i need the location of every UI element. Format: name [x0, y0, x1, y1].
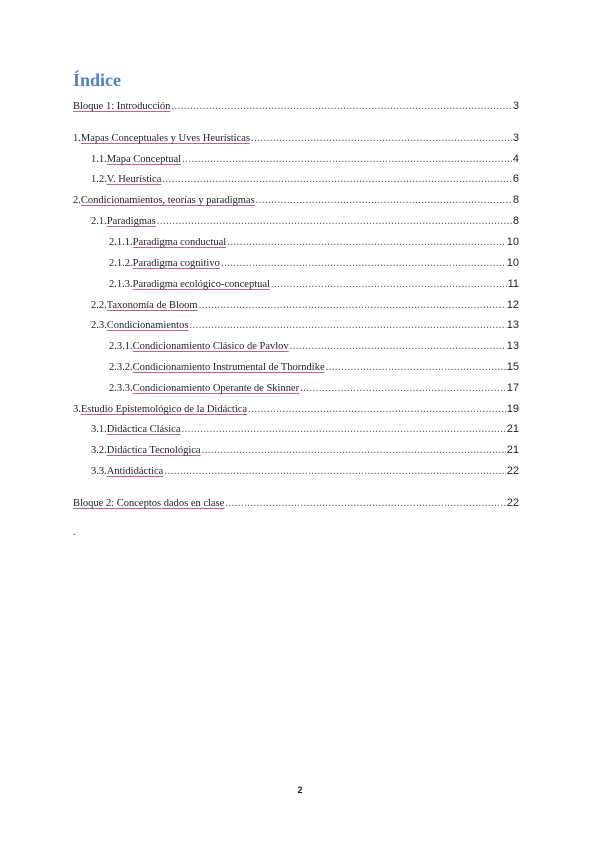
toc-entry-number: 2.: [73, 195, 81, 206]
toc-leader-dots: [164, 465, 505, 479]
toc-leader-dots: [248, 403, 506, 417]
toc-entry-number: 2.1.: [91, 216, 107, 227]
toc-entry-number: 1.2.: [91, 174, 107, 185]
toc-entry[interactable]: [73, 402, 519, 417]
toc-leader-dots: [225, 497, 505, 511]
toc-entry-page: 22: [506, 497, 519, 509]
toc-entry-page: 8: [512, 194, 519, 206]
toc-entry-number: 2.2.: [91, 300, 107, 311]
toc-entry-page: 10: [506, 257, 519, 269]
toc-entry-number: 3.2.: [91, 445, 107, 456]
toc-entry-number: 2.3.: [91, 320, 107, 331]
toc-entry[interactable]: [73, 131, 519, 146]
toc-entry[interactable]: [91, 443, 519, 458]
toc-entry-page: 6: [512, 173, 519, 185]
toc-entry[interactable]: [91, 318, 519, 333]
toc-entry-page: 4: [512, 153, 519, 165]
toc-leader-dots: [182, 153, 512, 167]
toc-leader-dots: [256, 194, 512, 208]
toc-leader-dots: [157, 215, 512, 229]
toc-entry[interactable]: [109, 381, 519, 396]
toc-entry[interactable]: [91, 298, 519, 313]
toc-leader-dots: [171, 100, 511, 114]
toc-entry-label: Didáctica Clásica: [106, 424, 181, 435]
toc-leader-dots: [202, 444, 506, 458]
toc-entry-label: Condicionamiento Instrumental de Thorndike: [132, 362, 325, 373]
toc-entry-number: 2.3.1.: [109, 341, 133, 352]
toc-entry-label: Estudio Epistemológico de la Didáctica: [80, 404, 248, 415]
toc-entry-label: Paradigmas: [106, 216, 156, 227]
toc-entry-label: V. Heurística: [106, 174, 162, 185]
toc-entry-label: Paradigma ecológico-conceptual: [132, 279, 270, 290]
toc-entry-page: 11: [507, 278, 519, 290]
toc-entry-label: Mapas Conceptuales y Uves Heurísticas: [80, 133, 250, 144]
toc-entry-page: 21: [506, 444, 519, 456]
toc-leader-dots: [189, 319, 505, 333]
toc-entry[interactable]: [91, 172, 519, 187]
toc-entry-number: 2.3.2.: [109, 362, 133, 373]
toc-entry-page: 12: [506, 299, 519, 311]
toc-entry-page: 13: [506, 340, 519, 352]
toc-entry[interactable]: [73, 496, 519, 511]
toc-leader-dots: [290, 340, 506, 354]
toc-entry[interactable]: [91, 152, 519, 167]
toc-entry[interactable]: [109, 235, 519, 250]
toc-entry-number: 2.1.2.: [109, 258, 133, 269]
toc-leader-dots: [221, 257, 506, 271]
toc-leader-dots: [326, 361, 506, 375]
toc-entry-number: 1.: [73, 133, 81, 144]
toc-entry-page: 17: [506, 382, 519, 394]
toc-entry[interactable]: [91, 214, 519, 229]
toc-leader-dots: [300, 382, 506, 396]
toc-title: Índice: [73, 70, 122, 90]
toc-entry-page: 21: [506, 423, 519, 435]
toc-entry-number: 2.1.1.: [109, 237, 133, 248]
toc-entry[interactable]: [109, 277, 519, 292]
toc-entry-number: 3.1.: [91, 424, 107, 435]
toc-entry-page: 10: [506, 236, 519, 248]
toc-entry-page: 3: [512, 100, 519, 112]
toc-leader-dots: [162, 173, 511, 187]
toc-entry-label: Condicionamiento Operante de Skinner: [132, 383, 300, 394]
toc-entry-page: 8: [512, 215, 519, 227]
toc-entry-label: Bloque 1: Introducción: [73, 101, 171, 112]
toc-entry[interactable]: [109, 256, 519, 271]
toc-entry-label: Antididáctica: [106, 466, 164, 477]
toc-entry-label: Condicionamientos: [106, 320, 189, 331]
toc-entry-number: 2.3.3.: [109, 383, 133, 394]
toc-entry-label: Condicionamiento Clásico de Pavlov: [132, 341, 289, 352]
toc-leader-dots: [251, 132, 512, 146]
toc-entry[interactable]: [109, 339, 519, 354]
toc-entry-page: 3: [512, 132, 519, 144]
toc-entry-label: Taxonomía de Bloom: [106, 300, 198, 311]
toc-entry-page: 15: [506, 361, 519, 373]
toc-entry[interactable]: [91, 464, 519, 479]
toc-entry-page: 19: [506, 403, 519, 415]
toc-entry[interactable]: [91, 422, 519, 437]
toc-leader-dots: [227, 236, 506, 250]
toc-entry-number: 2.1.3.: [109, 279, 133, 290]
toc-entry-number: 3.: [73, 404, 81, 415]
toc-entry[interactable]: [73, 99, 519, 114]
toc-entry-number: 3.3.: [91, 466, 107, 477]
toc-entry-page: 22: [506, 465, 519, 477]
trailing-mark: .: [73, 527, 76, 538]
page-number: 2: [297, 785, 303, 795]
toc-entry-label: Paradigma cognitivo: [132, 258, 220, 269]
toc-entry-number: 1.1.: [91, 154, 107, 165]
toc-entry-label: Paradigma conductual: [132, 237, 227, 248]
toc-entry-label: Bloque 2: Conceptos dados en clase: [73, 498, 225, 509]
toc-entry-page: 13: [506, 319, 519, 331]
toc-leader-dots: [199, 299, 506, 313]
toc-entry-label: Didáctica Tecnológica: [106, 445, 201, 456]
toc-entry-label: Mapa Conceptual: [106, 154, 182, 165]
toc-entry[interactable]: [109, 360, 519, 375]
toc-entry[interactable]: [73, 193, 519, 208]
toc-leader-dots: [182, 423, 506, 437]
toc-entry-label: Condicionamientos, teorías y paradigmas: [80, 195, 255, 206]
toc-leader-dots: [271, 278, 507, 292]
